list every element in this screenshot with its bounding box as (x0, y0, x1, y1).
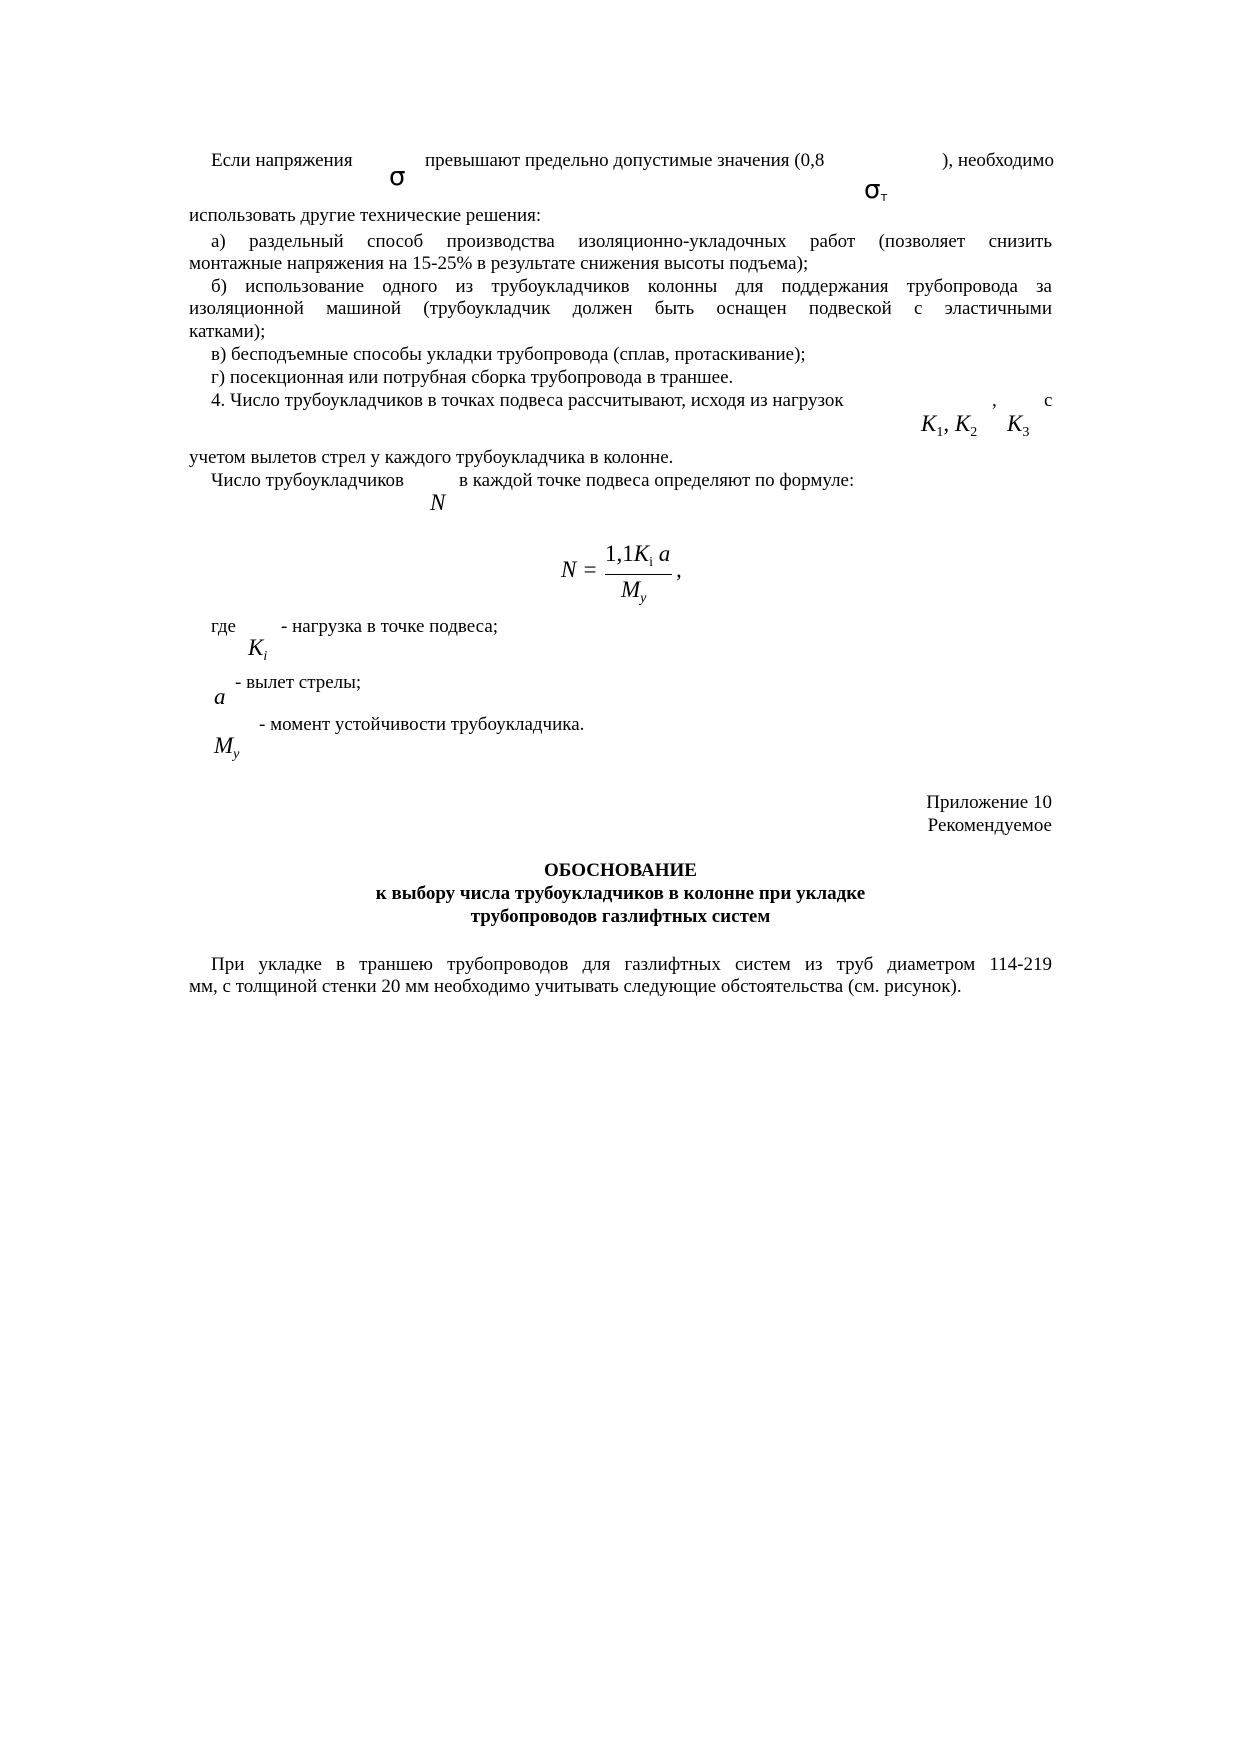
k3-symbol: $K_3$ (1007, 411, 1030, 440)
k-loads-formula: $K_1$, $K_2$ (921, 411, 978, 440)
appendix-status: Рекомендуемое (927, 815, 1052, 836)
text-line: катками); (189, 321, 266, 342)
a-symbol: a (214, 684, 226, 709)
text-line: где (211, 616, 236, 637)
formula-comma: , (676, 557, 682, 582)
k-i-symbol: $K_i$ (248, 635, 268, 664)
sigma-t-symbol: σт (864, 175, 888, 205)
text-line: , (992, 390, 997, 411)
sigma-symbol: σ (389, 162, 406, 192)
m-y-symbol: $M_у$ (214, 733, 240, 762)
text-line: При укладке в траншею трубопроводов для газлифтных систем из труб диаметром 114-219 (211, 954, 1052, 975)
n-symbol: N (430, 490, 446, 515)
section-subtitle: трубопроводов газлифтных систем (470, 906, 771, 927)
formula-denominator: $M_у$ (621, 577, 647, 606)
text-line: мм, с толщиной стенки 20 мм необходимо учитывать следующие обстоятельства (см. рисунок). (189, 976, 962, 997)
text-line: в каждой точке подвеса определяют по формуле: (459, 470, 855, 491)
text-line: изоляционной машиной (трубоукладчик должен быть оснащен подвеской с эластичными (189, 298, 1052, 319)
formula-lhs: N = (561, 557, 598, 582)
text-line: монтажные напряжения на 15-25% в результате снижения высоты подъема); (189, 253, 809, 274)
text-line: превышают предельно допустимые значения (0,8 (425, 150, 825, 171)
section-subtitle: к выбору числа трубоукладчиков в колонне при укладке (375, 883, 866, 904)
text-line: Число трубоукладчиков (211, 470, 404, 491)
list-item-c: в) бесподъемные способы укладки трубопровода (сплав, протаскивание); (211, 344, 806, 365)
text-line: использовать другие технические решения: (189, 205, 542, 226)
text-line: учетом вылетов стрел у каждого трубоукладчика в колонне. (189, 447, 674, 468)
text-line: Если напряжения (211, 150, 353, 171)
list-item-d: г) посекционная или потрубная сборка трубопровода в траншее. (211, 367, 734, 388)
text-line: с (1044, 390, 1053, 411)
text-line: ), необходимо (942, 150, 1054, 171)
list-item-b: б) использование одного из трубоукладчиков колонны для поддержания трубопровода за (211, 276, 1052, 297)
formula-numerator: $1,1K_i$ a (605, 541, 671, 570)
text-line: - нагрузка в точке подвеса; (281, 616, 499, 637)
text-line: - момент устойчивости трубоукладчика. (259, 714, 585, 735)
fraction-bar (605, 574, 672, 575)
text-line: - вылет стрелы; (235, 672, 362, 693)
text-line: 4. Число трубоукладчиков в точках подвеса рассчитывают, исходя из нагрузок (211, 390, 844, 411)
list-item-a: а) раздельный способ производства изоляционно-укладочных работ (позволяет снизить (211, 231, 1052, 252)
section-title: ОБОСНОВАНИЕ (544, 860, 697, 881)
appendix-number: Приложение 10 (926, 792, 1052, 813)
